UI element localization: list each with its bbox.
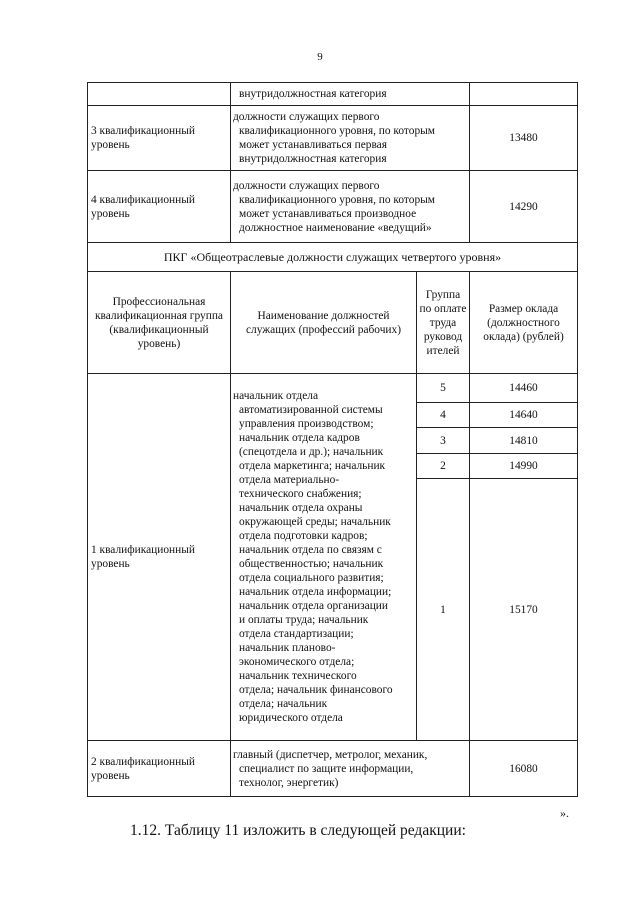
position-text: технического снабжения; — [239, 488, 362, 500]
page-number: 9 — [317, 51, 323, 63]
position-names-cell — [231, 741, 470, 797]
salary-table — [87, 82, 578, 797]
position-text: отдела; начальник — [239, 698, 328, 710]
position-text: начальник отдела охраны — [239, 502, 363, 514]
salary-cell: 16080 — [470, 741, 578, 797]
position-text: внутридолжностная категория — [239, 153, 387, 165]
position-text: технолог, энергетик) — [239, 776, 339, 789]
position-text: должности служащих первого — [233, 111, 380, 123]
pay-group-cell: 2 — [417, 454, 470, 479]
position-text: автоматизированной системы — [239, 404, 383, 416]
position-text: может устанавливаться производное — [239, 207, 417, 220]
position-names-cell — [231, 171, 470, 243]
pay-group-cell: 5 — [417, 374, 470, 403]
position-text: отдела подготовки кадров; — [239, 530, 368, 542]
salary-cell: 14290 — [470, 171, 578, 243]
level-cell: 1 квалификационный уровень — [88, 374, 231, 741]
position-text: главный (диспетчер, метролог, механик, — [233, 748, 428, 761]
header-pay-group: Группа по оплате труда руковод ителей — [417, 272, 470, 374]
position-text: начальник планово- — [239, 642, 336, 654]
position-text: начальник отдела по связям с — [239, 544, 382, 556]
position-text: управления производством; — [239, 418, 374, 430]
salary-cell: 13480 — [470, 106, 578, 171]
salary-cell: 15170 — [470, 479, 578, 741]
position-text: внутридолжностная категория — [239, 88, 387, 100]
level-cell: 2 квалификационный уровень — [88, 741, 231, 797]
salary-cell: 14990 — [470, 454, 578, 479]
table-row — [88, 374, 578, 403]
table-row — [88, 106, 578, 171]
table-row — [88, 741, 578, 797]
position-text: начальник отдела организации — [239, 600, 388, 612]
position-text: (спецотдела и др.); начальник — [239, 446, 384, 458]
position-text: должностное наименование «ведущий» — [239, 221, 432, 234]
position-text: отдела материально- — [239, 474, 340, 486]
position-names-cell — [231, 374, 417, 741]
header-salary: Размер оклада (должностного оклада) (рублей) — [470, 272, 578, 374]
position-text: отдела маркетинга; начальник — [239, 460, 386, 472]
instruction-text: 1.12. Таблицу 11 изложить в следующей редакции: — [130, 822, 466, 839]
position-text: окружающей среды; начальник — [239, 516, 391, 528]
section-title-row — [88, 243, 578, 272]
salary-cell: 14640 — [470, 403, 578, 428]
level-cell: 4 квалификационный уровень — [88, 171, 231, 243]
closing-quote: ». — [560, 806, 569, 820]
position-text: начальник технического — [239, 670, 357, 682]
level-cell — [88, 83, 231, 106]
position-text: должности служащих первого — [233, 179, 380, 192]
position-text: отдела социального развития; — [239, 572, 384, 584]
position-text: отдела; начальник финансового — [239, 684, 393, 696]
position-text: начальник отдела информации; — [239, 586, 392, 598]
level-cell: 3 квалификационный уровень — [88, 106, 231, 171]
header-position-names: Наименование должностей служащих (профессий рабочих) — [231, 272, 417, 374]
pay-group-cell: 3 — [417, 428, 470, 454]
position-text: квалификационного уровня, по которым — [239, 193, 436, 206]
position-names-cell — [231, 106, 470, 171]
salary-cell: 14460 — [470, 374, 578, 403]
table-row — [88, 171, 578, 243]
position-text: квалификационного уровня, по которым — [239, 125, 436, 137]
position-text: экономического отдела; — [239, 656, 355, 668]
position-text: юридического отдела — [239, 712, 343, 724]
position-text: может устанавливаться первая — [239, 139, 387, 151]
position-text: отдела стандартизации; — [239, 628, 354, 640]
table-row — [88, 83, 578, 106]
position-text: начальник отдела кадров — [239, 432, 360, 444]
position-text: начальник отдела — [233, 390, 318, 402]
position-names-cell — [231, 83, 470, 106]
salary-cell: 14810 — [470, 428, 578, 454]
section-title: ПКГ «Общеотраслевые должности служащих четвертого уровня» — [88, 243, 578, 272]
position-text: специалист по защите информации, — [239, 762, 414, 775]
pay-group-cell: 1 — [417, 479, 470, 741]
header-row — [88, 272, 578, 374]
salary-cell — [470, 83, 578, 106]
pay-group-cell: 4 — [417, 403, 470, 428]
header-qualification-group: Профессиональная квалификационная группа (квалификационный уровень) — [88, 272, 231, 374]
position-text: общественностью; начальник — [239, 558, 384, 570]
position-text: и оплаты труда; начальник — [239, 614, 369, 626]
